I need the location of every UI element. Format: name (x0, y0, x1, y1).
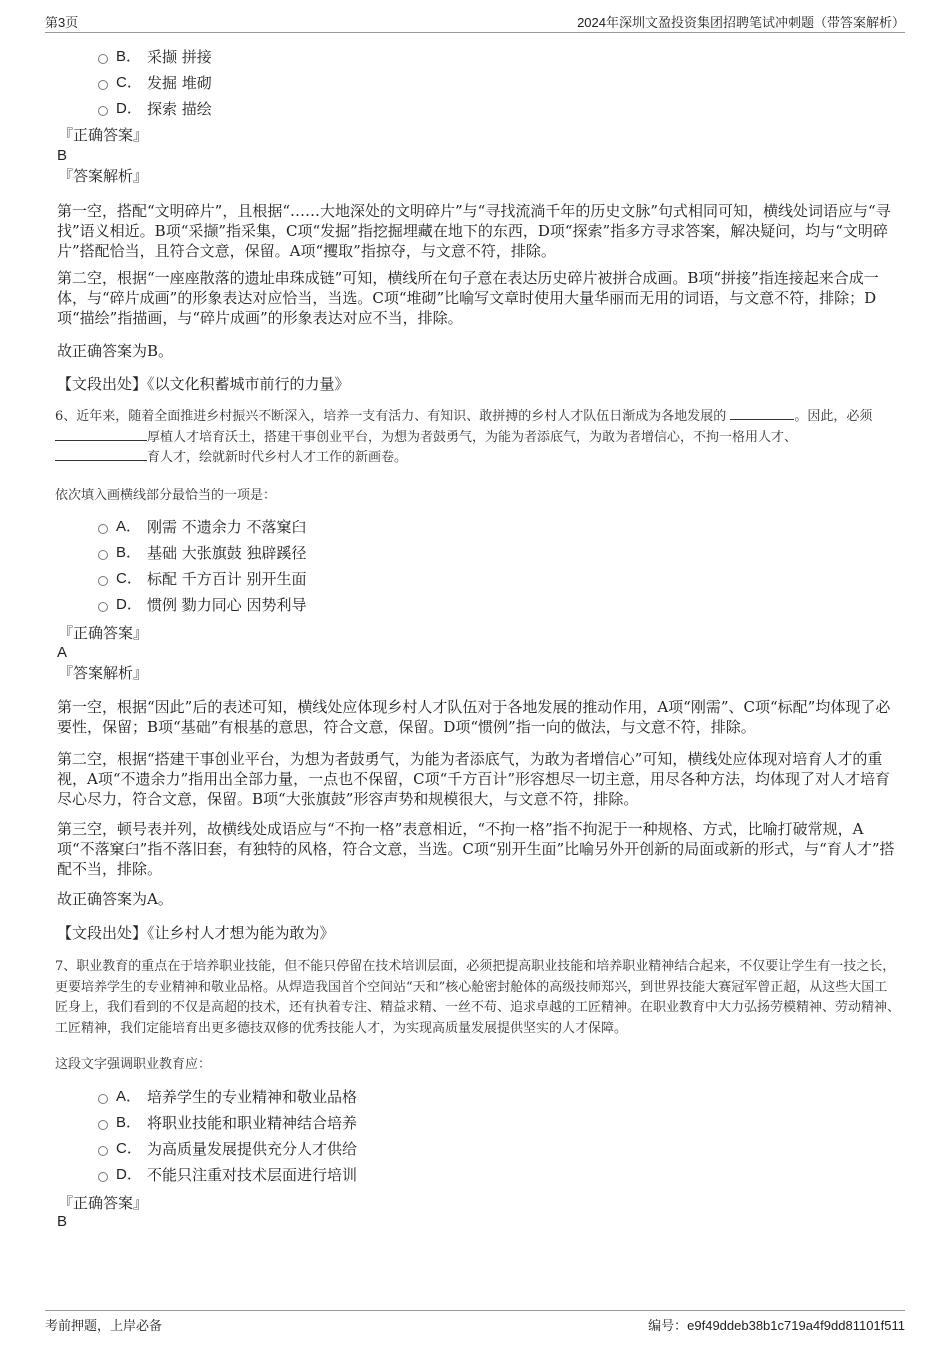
radio-icon[interactable] (98, 106, 108, 116)
q6-analysis-p3: 第三空，顿号表并列，故横线处成语应与“不拘一格”表意相近，“不拘一格”指不拘泥于一种规格、方式，比喻打破常规，A项“不落窠臼”指不落旧套，有独特的风格，符合文意，当选。C项“别开生面”比喻另外开创新的局面或新的形式，与“育人才”搭配不当，排除。 (57, 820, 895, 878)
q6-source: 【文段出处】《让乡村人才想为能为敢为》 (57, 924, 335, 942)
q5-answer-label: 『正确答案』 (58, 126, 149, 144)
option-text: 发掘 堆砌 (147, 74, 212, 92)
q6-analysis-conclusion: 故正确答案为A。 (57, 890, 173, 908)
option-text: 标配 千方百计 别开生面 (147, 570, 307, 588)
radio-icon[interactable] (98, 1094, 108, 1104)
page-footer (45, 1310, 905, 1334)
q5-option-b[interactable]: B． 采撷 拼接 (98, 47, 212, 67)
q7-option-a[interactable]: A． 培养学生的专业精神和敬业品格 (98, 1087, 357, 1107)
q6-question-text: 6、近年来，随着全面推进乡村振兴不断深入，培养一支有活力、有知识、敢拼搏的乡村人才队伍日渐成为各地发展的 。因此，必须 厚植人才培育沃土，搭建干事创业平台，为想为者鼓勇气，为能为者添底气，为敢为者增信心，不拘一格用人才、 育人才，绘就新时代乡村人才工作的新画卷。 (55, 409, 873, 465)
q5-option-c[interactable]: C． 发掘 堆砌 (98, 73, 212, 93)
option-text: 不能只注重对技术层面进行培训 (147, 1166, 358, 1184)
radio-icon[interactable] (98, 1146, 108, 1156)
document-id: 编号：e9f49ddeb38b1c719a4f9dd81101f511 (648, 1318, 905, 1333)
q5-option-d[interactable]: D． 探索 描绘 (98, 99, 212, 119)
blank-line (55, 428, 147, 441)
q7-option-c[interactable]: C． 为高质量发展提供充分人才供给 (98, 1139, 357, 1159)
footer-slogan: 考前押题，上岸必备 (45, 1319, 163, 1334)
q6-option-b[interactable]: B． 基础 大张旗鼓 独辟蹊径 (98, 543, 307, 563)
q5-answer: B (57, 147, 68, 164)
blank-line (55, 448, 147, 461)
q5-analysis-conclusion: 故正确答案为B。 (57, 342, 174, 360)
document-title: 2024年深圳文盈投资集团招聘笔试冲刺题（带答案解析） (577, 15, 905, 30)
q7-question-text: 7、职业教育的重点在于培养职业技能，但不能只停留在技术培训层面，必须把提高职业技能和培养职业精神结合起来，不仅要让学生有一技之长，更要培养学生的专业精神和敬业品格。从焊造我国首个空间站“天和”核心舱密封舱体的高级技师郑兴，到世界技能大赛冠军曾正超，从这些大国工匠身上，我们看到的不仅是高超的技术，还有执着专注、精益求精、一丝不苟、追求卓越的工匠精神。在职业教育中大力弘扬劳模精神、劳动精神、工匠精神，我们定能培育出更多德技双修的优秀技能人才，为实现高质量发展提供坚实的人才保障。 (55, 959, 901, 1036)
option-text: 采撷 拼接 (147, 48, 212, 66)
q6-answer-label: 『正确答案』 (58, 624, 149, 642)
option-text: 探索 描绘 (147, 100, 212, 118)
q6-analysis-p1: 第一空，根据“因此”后的表述可知，横线处应体现乡村人才队伍对于各地发展的推动作用，A项“刚需”、C项“标配”均体现了必要性，保留；B项“基础”有根基的意思，符合文意，保留。D项“惯例”指一向的做法，与文意不符，排除。 (57, 698, 891, 736)
page-header (45, 10, 905, 33)
q7-answer-label: 『正确答案』 (58, 1194, 149, 1212)
option-text: 培养学生的专业精神和敬业品格 (147, 1088, 358, 1106)
q7-option-d[interactable]: D． 不能只注重对技术层面进行培训 (98, 1165, 357, 1185)
radio-icon[interactable] (98, 1172, 108, 1182)
blank-line (730, 407, 794, 420)
radio-icon[interactable] (98, 602, 108, 612)
option-text: 惯例 勠力同心 因势利导 (147, 596, 307, 614)
q6-analysis-p2: 第二空，根据“搭建干事创业平台，为想为者鼓勇气，为能为者添底气，为敢为者增信心”可知，横线处应体现对培育人才的重视，A项“不遗余力”指用出全部力量，一点也不保留，C项“千方百计”形容想尽一切主意，用尽各种方法，均体现了对人才培育尽心尽力，符合文意，保留。B项“大张旗鼓”形容声势和规模很大，与文意不符，排除。 (57, 750, 890, 808)
q7-option-b[interactable]: B． 将职业技能和职业精神结合培养 (98, 1113, 357, 1133)
q7-prompt: 这段文字强调职业教育应： (55, 1057, 212, 1072)
option-text: 将职业技能和职业精神结合培养 (147, 1114, 358, 1132)
radio-icon[interactable] (98, 1120, 108, 1130)
q5-source: 【文段出处】《以文化积蓄城市前行的力量》 (57, 375, 350, 393)
q6-answer: A (57, 644, 68, 661)
q5-analysis-p2: 第二空，根据“一座座散落的遗址串珠成链”可知，横线所在句子意在表达历史碎片被拼合成画。B项“拼接”指连接起来合成一体，与“碎片成画”的形象表达对应恰当，当选。C项“堆砌”比喻写文章时使用大量华丽而无用的词语，与文意不符，排除；D项“描绘”指描画，与“碎片成画”的形象表达对应不当，排除。 (57, 269, 879, 327)
radio-icon[interactable] (98, 576, 108, 586)
q5-analysis-label: 『答案解析』 (58, 167, 149, 185)
page-number: 第3页 (45, 15, 79, 30)
radio-icon[interactable] (98, 80, 108, 90)
option-text: 为高质量发展提供充分人才供给 (147, 1140, 358, 1158)
q6-option-a[interactable]: A． 刚需 不遗余力 不落窠臼 (98, 517, 307, 537)
radio-icon[interactable] (98, 54, 108, 64)
option-text: 基础 大张旗鼓 独辟蹊径 (147, 544, 307, 562)
q6-option-c[interactable]: C． 标配 千方百计 别开生面 (98, 569, 307, 589)
q6-analysis-label: 『答案解析』 (58, 664, 149, 682)
radio-icon[interactable] (98, 550, 108, 560)
radio-icon[interactable] (98, 524, 108, 534)
q6-prompt: 依次填入画横线部分最恰当的一项是： (55, 488, 277, 503)
q7-answer: B (57, 1213, 68, 1230)
option-text: 刚需 不遗余力 不落窠臼 (147, 518, 307, 536)
q5-analysis-p1: 第一空，搭配“文明碎片”，且根据“……大地深处的文明碎片”与“寻找流淌千年的历史文脉”句式相同可知，横线处词语应与“寻找”语义相近。B项“采撷”指采集，C项“发掘”指挖掘埋藏在地下的东西，D项“探索”指多方寻求答案，解决疑问，均与“文明碎片”搭配恰当，且符合文意，保留。A项“攫取”指掠夺，与文意不符，排除。 (57, 202, 891, 260)
q6-option-d[interactable]: D． 惯例 勠力同心 因势利导 (98, 595, 307, 615)
